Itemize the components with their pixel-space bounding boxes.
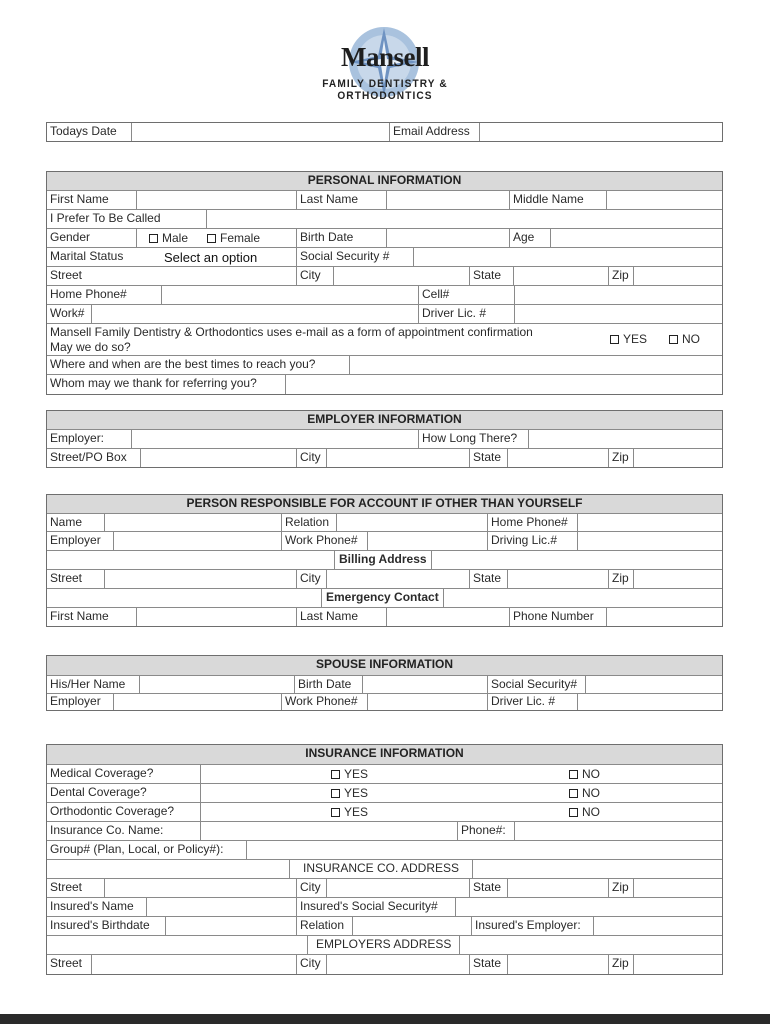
referral-label: Whom may we thank for referring you? xyxy=(50,376,257,390)
spouse-driver-lic-label: Driver Lic. # xyxy=(491,694,556,708)
gender-female-option[interactable]: Female xyxy=(207,230,260,247)
spouse-birth-date-field[interactable] xyxy=(362,676,363,693)
checkbox-icon xyxy=(610,335,619,344)
top-box xyxy=(46,122,723,142)
email-consent-text: Mansell Family Dentistry & Orthodontics uses e-mail as a form of appointment confirmation xyxy=(50,325,533,339)
checkbox-icon xyxy=(149,234,158,243)
spouse-employer-label: Employer xyxy=(50,694,101,708)
employer-city-label: City xyxy=(300,450,321,464)
resp-employer-field[interactable] xyxy=(113,532,114,550)
checkbox-icon xyxy=(207,234,216,243)
resp-zip-label: Zip xyxy=(612,571,629,585)
billing-address-label: Billing Address xyxy=(334,551,432,569)
resp-state-label: State xyxy=(473,571,502,585)
checkbox-icon xyxy=(569,808,578,817)
checkbox-icon xyxy=(331,808,340,817)
spouse-name-label: His/Her Name xyxy=(50,677,126,691)
insured-employer-label: Insured's Employer: xyxy=(475,918,581,932)
personal-header: PERSONAL INFORMATION xyxy=(47,172,722,190)
personal-section xyxy=(46,171,723,395)
city-field[interactable] xyxy=(333,267,334,285)
work-label: Work# xyxy=(50,306,85,320)
email-label: Email Address xyxy=(393,124,470,138)
spouse-work-phone-label: Work Phone# xyxy=(285,694,358,708)
spouse-birth-date-label: Birth Date xyxy=(298,677,352,691)
last-name-field[interactable] xyxy=(386,191,387,209)
spouse-header: SPOUSE INFORMATION xyxy=(47,656,722,675)
emergency-last-name-label: Last Name xyxy=(300,609,359,623)
ortho-yes-option[interactable]: YES xyxy=(331,804,368,821)
insurance-phone-field[interactable] xyxy=(514,822,515,840)
birth-date-field[interactable] xyxy=(386,229,387,247)
ssn-label: Social Security # xyxy=(300,249,390,263)
emergency-phone-field[interactable] xyxy=(606,608,607,626)
ins-state-field[interactable] xyxy=(507,879,508,897)
age-label: Age xyxy=(513,230,535,244)
insurance-co-name-field[interactable] xyxy=(200,822,201,840)
gender-label: Gender xyxy=(50,230,91,244)
spouse-driver-lic-field[interactable] xyxy=(577,694,578,710)
city-label: City xyxy=(300,268,321,282)
resp-relation-field[interactable] xyxy=(336,514,337,531)
emp-addr-street-label: Street xyxy=(50,956,83,970)
employer-label: Employer: xyxy=(50,431,105,445)
employer-state-field[interactable] xyxy=(507,449,508,467)
email-consent-no[interactable]: NO xyxy=(669,331,700,348)
resp-city-label: City xyxy=(300,571,321,585)
checkbox-icon xyxy=(669,335,678,344)
insured-birthdate-field[interactable] xyxy=(165,917,166,935)
ins-street-field[interactable] xyxy=(104,879,105,897)
resp-employer-label: Employer xyxy=(50,533,101,547)
ins-zip-label: Zip xyxy=(612,880,629,894)
prefer-field[interactable] xyxy=(206,210,207,228)
insured-ssn-label: Insured's Social Security# xyxy=(300,899,438,913)
emergency-contact-label: Emergency Contact xyxy=(321,589,444,607)
spouse-ssn-field[interactable] xyxy=(585,676,586,693)
marital-label: Marital Status xyxy=(50,249,124,263)
ins-street-label: Street xyxy=(50,880,83,894)
employer-header: EMPLOYER INFORMATION xyxy=(47,411,722,429)
employer-zip-field[interactable] xyxy=(633,449,634,467)
resp-name-label: Name xyxy=(50,515,83,529)
best-times-field[interactable] xyxy=(349,356,350,374)
checkbox-icon xyxy=(331,789,340,798)
spouse-name-field[interactable] xyxy=(139,676,140,693)
medical-yes-option[interactable]: YES xyxy=(331,766,368,783)
spouse-ssn-label: Social Security# xyxy=(491,677,578,691)
driver-lic-field[interactable] xyxy=(514,305,515,323)
gender-male-option[interactable]: Male xyxy=(149,230,188,247)
resp-work-phone-field[interactable] xyxy=(367,532,368,550)
ortho-coverage-label: Orthodontic Coverage? xyxy=(50,804,175,818)
insurance-section xyxy=(46,744,723,975)
bottom-bar xyxy=(0,1014,770,1024)
group-number-field[interactable] xyxy=(246,841,247,859)
emp-addr-street-field[interactable] xyxy=(91,955,92,974)
marital-status-select[interactable]: Select an option xyxy=(164,250,258,265)
emp-addr-zip-field[interactable] xyxy=(633,955,634,974)
checkbox-icon xyxy=(569,789,578,798)
ins-state-label: State xyxy=(473,880,502,894)
emergency-first-name-label: First Name xyxy=(50,609,109,623)
mansell-logo xyxy=(270,26,500,102)
email-field[interactable] xyxy=(479,123,722,141)
insurance-co-name-label: Insurance Co. Name: xyxy=(50,823,164,837)
ins-zip-field[interactable] xyxy=(633,879,634,897)
employers-address-label: EMPLOYERS ADDRESS xyxy=(307,936,460,954)
zip-field[interactable] xyxy=(633,267,634,285)
employer-street-field[interactable] xyxy=(140,449,141,467)
employer-section xyxy=(46,410,723,468)
group-number-label: Group# (Plan, Local, or Policy#): xyxy=(50,842,224,856)
how-long-field[interactable] xyxy=(528,430,529,448)
checkbox-icon xyxy=(331,770,340,779)
medical-coverage-label: Medical Coverage? xyxy=(50,766,154,780)
resp-city-field[interactable] xyxy=(326,570,327,588)
prefer-label: I Prefer To Be Called xyxy=(50,211,161,225)
spouse-section xyxy=(46,655,723,711)
birth-date-label: Birth Date xyxy=(300,230,354,244)
how-long-label: How Long There? xyxy=(422,431,518,445)
resp-zip-field[interactable] xyxy=(633,570,634,588)
employer-state-label: State xyxy=(473,450,502,464)
state-field[interactable] xyxy=(513,267,514,285)
work-field[interactable] xyxy=(91,305,92,323)
employer-field[interactable] xyxy=(131,430,132,448)
emergency-phone-label: Phone Number xyxy=(513,609,594,623)
emp-addr-city-field[interactable] xyxy=(326,955,327,974)
dental-yes-option[interactable]: YES xyxy=(331,785,368,802)
resp-home-phone-label: Home Phone# xyxy=(491,515,568,529)
responsible-section xyxy=(46,494,723,627)
resp-state-field[interactable] xyxy=(507,570,508,588)
best-times-label: Where and when are the best times to reach you? xyxy=(50,357,316,371)
resp-driving-lic-field[interactable] xyxy=(577,532,578,550)
brand-tagline: FAMILY DENTISTRY & ORTHODONTICS xyxy=(322,78,448,102)
emergency-last-name-field[interactable] xyxy=(386,608,387,626)
employer-street-label: Street/PO Box xyxy=(50,450,127,464)
resp-relation-label: Relation xyxy=(285,515,330,529)
medical-no-option[interactable]: NO xyxy=(569,766,600,783)
insured-name-field[interactable] xyxy=(146,898,147,916)
ortho-no-option[interactable]: NO xyxy=(569,804,600,821)
driver-lic-label: Driver Lic. # xyxy=(422,306,487,320)
age-field[interactable] xyxy=(550,229,551,247)
street-label: Street xyxy=(50,268,83,282)
insured-relation-label: Relation xyxy=(300,918,345,932)
spouse-work-phone-field[interactable] xyxy=(367,694,368,710)
insured-birthdate-label: Insured's Birthdate xyxy=(50,918,150,932)
ins-city-field[interactable] xyxy=(326,879,327,897)
zip-label: Zip xyxy=(612,268,629,282)
resp-home-phone-field[interactable] xyxy=(577,514,578,531)
state-label: State xyxy=(473,268,502,282)
insured-name-label: Insured's Name xyxy=(50,899,134,913)
insurance-phone-label: Phone#: xyxy=(461,823,506,837)
employer-zip-label: Zip xyxy=(612,450,629,464)
last-name-label: Last Name xyxy=(300,192,359,206)
resp-name-field[interactable] xyxy=(104,514,105,531)
employer-city-field[interactable] xyxy=(326,449,327,467)
insurance-header: INSURANCE INFORMATION xyxy=(47,745,722,764)
resp-work-phone-label: Work Phone# xyxy=(285,533,358,547)
insured-employer-field[interactable] xyxy=(593,917,594,935)
dental-no-option[interactable]: NO xyxy=(569,785,600,802)
emp-addr-zip-label: Zip xyxy=(612,956,629,970)
cell-label: Cell# xyxy=(422,287,450,301)
todays-date-label: Todays Date xyxy=(50,124,117,138)
first-name-label: First Name xyxy=(50,192,109,206)
middle-name-field[interactable] xyxy=(606,191,607,209)
insurance-co-address-label: INSURANCE CO. ADDRESS xyxy=(289,860,473,878)
middle-name-label: Middle Name xyxy=(513,192,584,206)
emp-addr-state-label: State xyxy=(473,956,502,970)
checkbox-icon xyxy=(569,770,578,779)
responsible-header: PERSON RESPONSIBLE FOR ACCOUNT IF OTHER THAN YOURSELF xyxy=(47,495,722,513)
ins-city-label: City xyxy=(300,880,321,894)
brand-name: Mansell xyxy=(341,42,429,72)
referral-field[interactable] xyxy=(285,375,286,394)
home-phone-field[interactable] xyxy=(161,286,162,304)
home-phone-label: Home Phone# xyxy=(50,287,127,301)
first-name-field[interactable] xyxy=(136,191,137,209)
insured-ssn-field[interactable] xyxy=(455,898,456,916)
spouse-employer-field[interactable] xyxy=(113,694,114,710)
resp-driving-lic-label: Driving Lic.# xyxy=(491,533,558,547)
ssn-field[interactable] xyxy=(413,248,414,266)
emergency-first-name-field[interactable] xyxy=(136,608,137,626)
insured-relation-field[interactable] xyxy=(352,917,353,935)
email-consent-yes[interactable]: YES xyxy=(610,331,647,348)
emp-addr-city-label: City xyxy=(300,956,321,970)
resp-street-label: Street xyxy=(50,571,83,585)
resp-street-field[interactable] xyxy=(104,570,105,588)
todays-date-field[interactable] xyxy=(131,123,390,141)
cell-field[interactable] xyxy=(514,286,515,304)
dental-coverage-label: Dental Coverage? xyxy=(50,785,147,799)
email-consent-question: May we do so? xyxy=(50,340,131,354)
emp-addr-state-field[interactable] xyxy=(507,955,508,974)
